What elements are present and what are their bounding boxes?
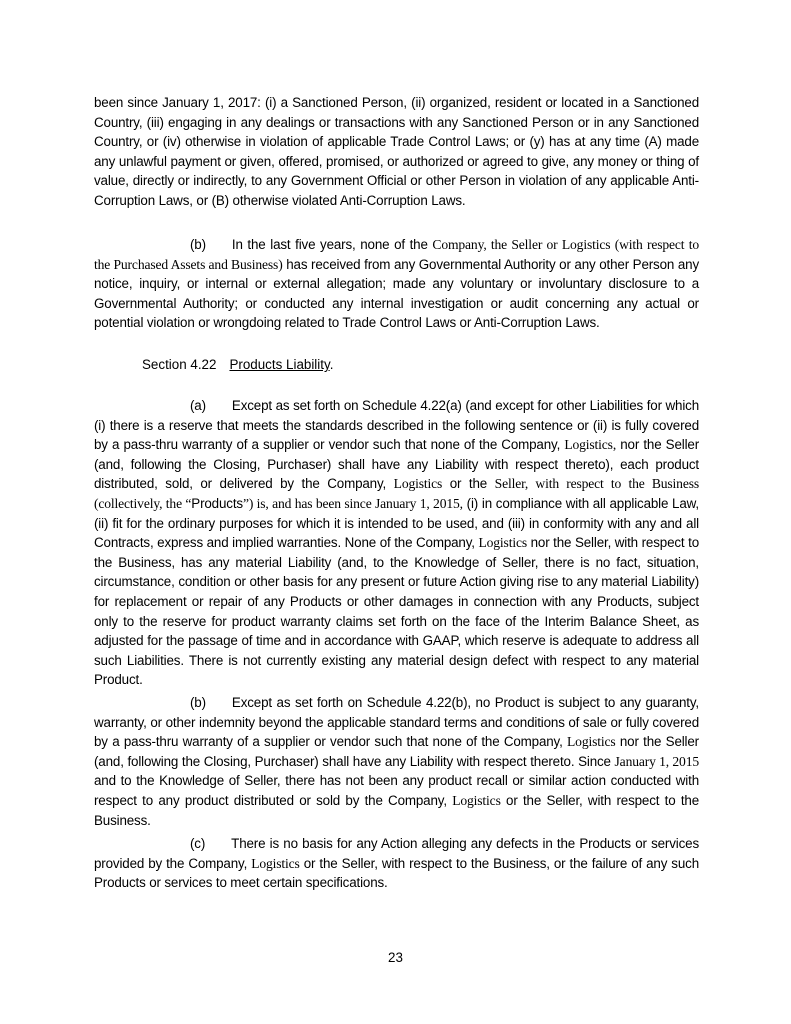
paragraph-text-serif: Logistics, [564, 437, 617, 453]
paragraph-a-products [94, 396, 699, 690]
clause-label: (a) [190, 398, 206, 413]
paragraph-text: nor the Seller, with respect to the Business, has any material Liability (and, to the Knowledge of Seller, there is no fact, situation, circumstance, condition or other basis for any present or future Action giving rise to any material Liability) for replacement or repair of any Products or other damages in connection with any Products, subject only to the reserve for product warranty claims set forth on the face of the Interim Balance Sheet, as adjusted for the passage of time and in accordance with GAAP, which reserve is adequate to address all such Liabilities. There is not currently existing any material design defect with respect to any material Product. [94, 535, 699, 688]
paragraph-text: has received from any Governmental Authority or any other Person any notice, inquiry, or internal or external allegation; made any voluntary or involuntary disclosure to a Governmental Authority; or conducted any internal investigation or audit concerning any actual or potential violation or wrongdoing related to Trade Control Laws or Anti-Corruption Laws. [94, 256, 699, 331]
paragraph-sanctions-continued [94, 93, 699, 211]
paragraph-c-defects [94, 834, 699, 893]
paragraph-text: Except as set forth on Schedule 4.22(b), no Product is subject to any guaranty, warranty, or other indemnity beyond the applicable standard terms and conditions of sale or fully covered by a pass-thru warranty of a supplier or vendor such that none of the Company, [94, 695, 699, 750]
paragraph-text-serif: ”) is, and has been since January 1, 2015, [242, 495, 463, 511]
page-number: 23 [388, 950, 403, 965]
paragraph-text: There is no basis for any Action alleging any defects in the Products or services provided by the Company, [94, 836, 699, 871]
paragraph-text: nor the Seller (and, following the Closing, Purchaser) shall have any Liability with respect thereto), each product distributed, sold, or delivered by the Company, [94, 437, 699, 492]
section-heading [142, 355, 333, 375]
paragraph-text: (i) in compliance with all applicable Law, (ii) fit for the ordinary purposes for which it is intended to be used, and (iii) in conformity with any and all Contracts, express and implied warranties. None of the Company, [94, 495, 700, 551]
paragraph-text: been since January 1, 2017: (i) a Sanctioned Person, (ii) organized, resident or located in a Sanctioned Country, (iii) engaging in any dealings or transactions with any Sanctioned Person or in any Sanctioned Country, or (iv) otherwise in violation of applicable Trade Control Laws; or (y) has at any time (A) made any unlawful payment or given, offered, promised, or authorized or agreed to give, any money or thing of value, directly or indirectly, to any Government Official or other Person in violation of any applicable Anti-Corruption Laws, or (B) otherwise violated Anti-Corruption Laws. [94, 95, 699, 208]
section-title: Products Liability [229, 357, 330, 372]
paragraph-text: or the Seller, with respect to the Business, or the failure of any such Products or services to meet certain specifications. [94, 855, 699, 891]
paragraph-text: and to the Knowledge of Seller, there has not been any product recall or similar action conducted with respect to any product distributed or sold by the Company, [94, 773, 699, 808]
paragraph-text-serif: Logistics [452, 792, 501, 808]
paragraph-text: Except as set forth on Schedule 4.22(a) (and except for other Liabilities for which (i) there is a reserve that meets the standards described in the following sentence or (ii) is fully covered by a pass-thru warranty of a supplier or vendor such that none of the Company, [94, 398, 699, 453]
paragraph-text: In the last five years, none of the [231, 237, 433, 252]
section-title-end: . [329, 357, 334, 372]
paragraph-text: nor the Seller (and, following the Closing, Purchaser) shall have any Liability with respect thereto. Since [94, 734, 699, 769]
section-number: Section 4.22 [142, 357, 217, 372]
paragraph-b-notices [94, 235, 699, 333]
paragraph-text-serif: Company, the Seller or Logistics (with respect to the Purchased Assets and Business) [94, 237, 700, 272]
clause-label: (c) [190, 836, 206, 851]
paragraph-text-serif: Seller, with respect to the Business (collectively, the “ [94, 476, 699, 511]
paragraph-b-warranty [94, 693, 699, 830]
paragraph-text-serif: Logistics [478, 535, 527, 551]
paragraph-text-serif: January 1, 2015 [614, 753, 699, 769]
clause-label: (b) [190, 237, 206, 252]
paragraph-text-serif: Logistics [567, 734, 616, 750]
paragraph-text: or the Seller, with respect to the Business. [94, 792, 699, 828]
defined-term: Products [191, 495, 243, 511]
paragraph-text-serif: Logistics [251, 855, 300, 871]
paragraph-text-serif: Logistics [393, 476, 443, 492]
clause-label: (b) [190, 695, 206, 710]
paragraph-text: or the [442, 476, 495, 492]
